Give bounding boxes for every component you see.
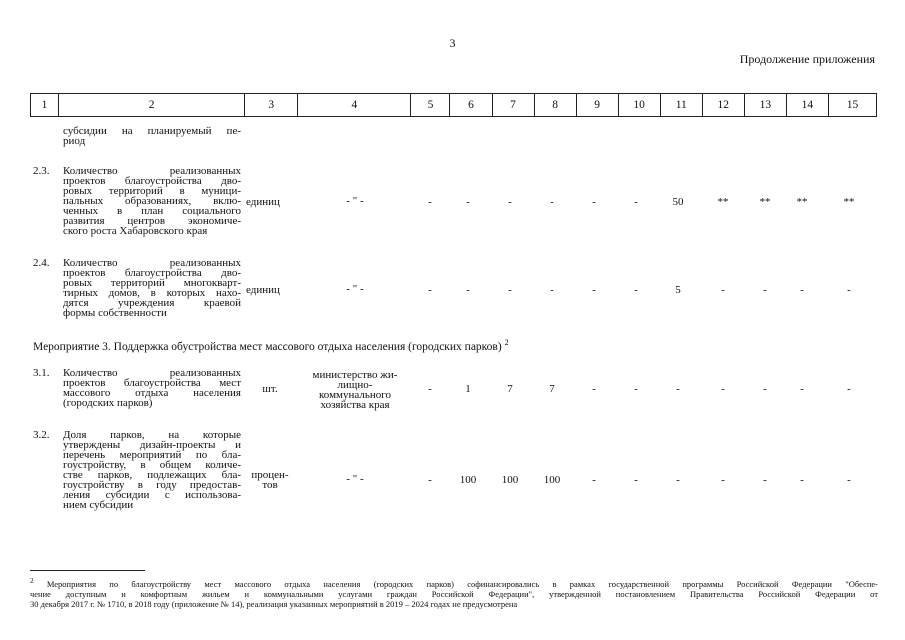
value-cell: -: [847, 383, 851, 395]
value-cell: -: [550, 196, 554, 208]
description-line: ления субсидии с использова-: [63, 489, 241, 501]
row-executor: - " -: [346, 473, 364, 485]
value-cell: -: [592, 284, 596, 296]
value-cell: **: [796, 196, 808, 208]
value-cell: **: [759, 196, 771, 208]
row-unit: единиц: [246, 284, 280, 296]
row-description: [63, 368, 241, 408]
description-line: утверждены дизайн-проекты и: [63, 439, 241, 451]
value-cell: -: [592, 383, 596, 395]
col-header: 6: [450, 94, 492, 117]
description-line: гоустройству в году предостав-: [63, 479, 241, 491]
row-unit: единиц: [246, 196, 280, 208]
value-cell: -: [763, 474, 767, 486]
value-cell: -: [508, 284, 512, 296]
row-executor: - " -: [346, 195, 364, 207]
description-line: дятся учреждения краевой: [63, 297, 241, 309]
value-cell: 7: [549, 383, 555, 395]
description-line: развития центров экономиче-: [63, 215, 241, 227]
value-cell: 1: [465, 383, 471, 395]
col-header: 12: [702, 94, 744, 117]
col-header: 13: [744, 94, 786, 117]
value-cell: -: [466, 196, 470, 208]
description-line: ченных в план социального: [63, 205, 241, 217]
col-header: 2: [59, 94, 245, 117]
col-header: 3: [245, 94, 298, 117]
value-cell: -: [847, 284, 851, 296]
unit-line: процен-: [251, 469, 289, 481]
value-cell: -: [763, 284, 767, 296]
executor-line: хозяйства края: [320, 399, 390, 411]
value-cell: -: [800, 284, 804, 296]
value-cell: -: [550, 284, 554, 296]
row-description: [63, 430, 241, 510]
col-header: 14: [786, 94, 828, 117]
description-line: проектов благоустройства дво-: [63, 175, 241, 187]
description-line: субсидии на планируемый пе-: [63, 125, 241, 137]
value-cell: -: [847, 474, 851, 486]
row-unit: [246, 470, 294, 490]
page-number: 3: [449, 36, 456, 50]
description-line: нием субсидии: [63, 499, 134, 511]
row-description: [63, 258, 241, 318]
description-line: риод: [63, 135, 86, 147]
description-line: (городских парков): [63, 397, 153, 409]
value-cell: -: [592, 474, 596, 486]
description-line: Доля парков, на которые: [63, 429, 241, 441]
description-line: стве парков, подлежащих бла-: [63, 469, 241, 481]
value-cell: -: [800, 474, 804, 486]
footnote-separator: [30, 570, 145, 571]
description-line: тирных домов, в которых нахо-: [63, 287, 241, 299]
executor-line: коммунального: [319, 389, 391, 401]
col-header: 4: [298, 94, 411, 117]
value-cell: 7: [507, 383, 513, 395]
description-line: пальных образованиях, вклю-: [63, 195, 241, 207]
row-number: 2.3.: [33, 165, 50, 177]
row-description: [63, 126, 241, 146]
value-cell: -: [428, 474, 432, 486]
value-cell: -: [721, 284, 725, 296]
value-cell: -: [428, 196, 432, 208]
footnote-reference: 2: [504, 338, 509, 347]
section-text: Мероприятие 3. Поддержка обустройства мест массового отдыха населения (городских парков): [33, 340, 502, 353]
description-line: перечень мероприятий по бла-: [63, 449, 241, 461]
value-cell: **: [717, 196, 729, 208]
executor-line: лищно-: [337, 379, 373, 391]
footnote-text: Мероприятия по благоустройству мест массового отдыха населения (городских парков) софинансировались в рамках государственной программы Российской Федерации "Обеспе-: [46, 578, 879, 589]
description-line: Количество реализованных: [63, 257, 241, 269]
value-cell: -: [634, 196, 638, 208]
value-cell: -: [800, 383, 804, 395]
row-executor: [300, 370, 410, 410]
value-cell: -: [763, 383, 767, 395]
col-header: 11: [660, 94, 702, 117]
footnote: [30, 576, 878, 609]
value-cell: 100: [459, 474, 477, 486]
value-cell: 50: [672, 196, 684, 208]
value-cell: -: [634, 474, 638, 486]
unit-line: тов: [262, 479, 278, 491]
col-header: 1: [31, 94, 59, 117]
row-number: 2.4.: [33, 257, 50, 269]
row-executor: - " -: [346, 283, 364, 295]
value-cell: -: [634, 284, 638, 296]
value-cell: -: [428, 383, 432, 395]
description-line: формы собственности: [63, 307, 167, 319]
continuation-label: Продолжение приложения: [739, 52, 875, 66]
section-heading: [33, 338, 509, 353]
value-cell: -: [508, 196, 512, 208]
value-cell: -: [428, 284, 432, 296]
column-number-header: [30, 93, 877, 117]
description-line: Количество реализованных: [63, 165, 241, 177]
description-line: проектов благоустройства мест: [63, 377, 241, 389]
value-cell: 100: [501, 474, 519, 486]
value-cell: 5: [675, 284, 681, 296]
footnote-line: чение доступным и комфортным жильем и коммунальными услугами граждан Российской Федерации", утвержденной постановлением Правительства Российской Федерации от: [30, 588, 878, 599]
footnote-line: 30 декабря 2017 г. № 1710, в 2018 году (приложение № 14), реализация указанных мероприятий в 2019 – 2024 годах не предусмотрена: [30, 598, 518, 609]
description-line: ровых территорий многокварт-: [63, 277, 241, 289]
col-header: 8: [534, 94, 576, 117]
col-header: 5: [411, 94, 450, 117]
row-unit: шт.: [262, 383, 278, 395]
value-cell: 100: [543, 474, 561, 486]
value-cell: **: [843, 196, 855, 208]
value-cell: -: [466, 284, 470, 296]
footnote-marker: 2: [30, 577, 34, 585]
value-cell: -: [592, 196, 596, 208]
value-cell: -: [676, 383, 680, 395]
value-cell: -: [721, 383, 725, 395]
description-line: ровых территорий в муници-: [63, 185, 241, 197]
value-cell: -: [634, 383, 638, 395]
executor-line: министерство жи-: [312, 369, 398, 381]
value-cell: -: [676, 474, 680, 486]
footnote-line: [30, 576, 878, 589]
row-number: 3.1.: [33, 367, 50, 379]
col-header: 7: [492, 94, 534, 117]
col-header: 10: [618, 94, 660, 117]
description-line: гоустройству, в общем количе-: [63, 459, 241, 471]
row-number: 3.2.: [33, 429, 50, 441]
description-line: массового отдыха населения: [63, 387, 241, 399]
col-header: 15: [828, 94, 876, 117]
value-cell: -: [721, 474, 725, 486]
col-header: 9: [576, 94, 618, 117]
description-line: проектов благоустройства дво-: [63, 267, 241, 279]
description-line: Количество реализованных: [63, 367, 241, 379]
description-line: ского роста Хабаровского края: [63, 225, 208, 237]
row-description: [63, 166, 241, 236]
